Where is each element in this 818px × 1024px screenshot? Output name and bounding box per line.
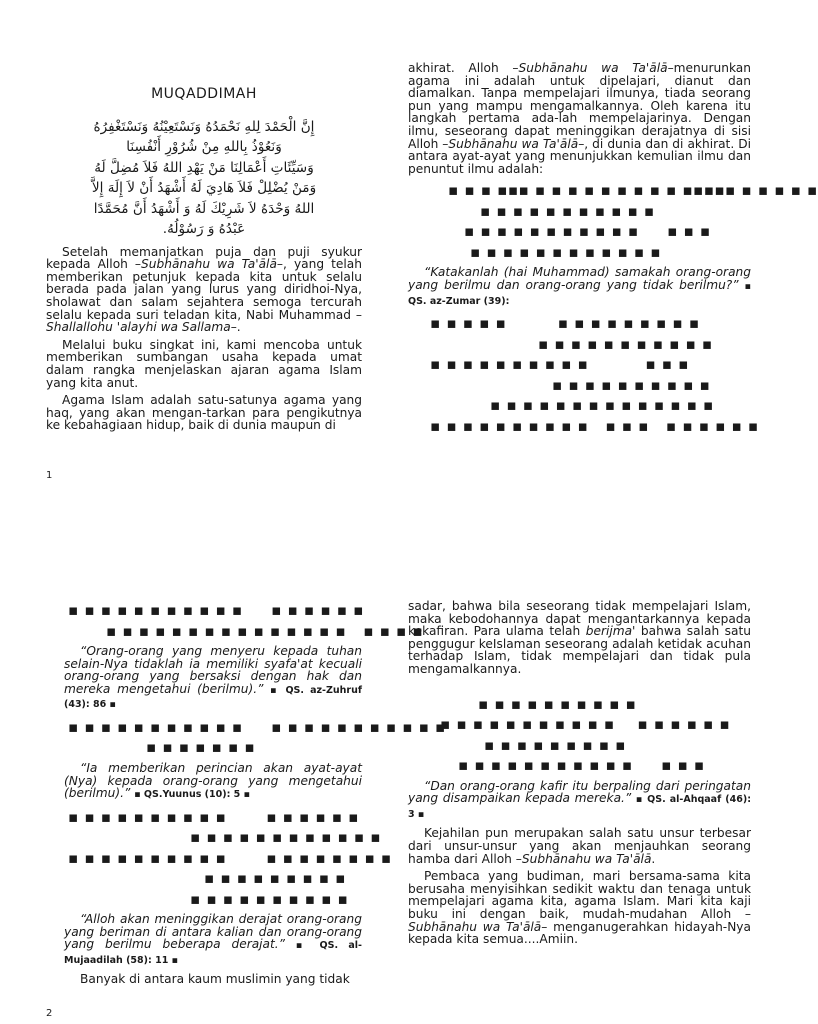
paragraph-kaum-muslimin: Banyak di antara kaum muslimin yang tidak (80, 971, 350, 986)
quote-text: “Orang-orang yang menyeru kepada tuhan selain-Nya tidaklah ia memiliki syafa'at kecuali orang-orang yang bersaksi dengan hak dan mereka mengetahui (berilmu).” (64, 644, 362, 696)
quote-zuhruf (64, 645, 362, 712)
quote-text: “Dan orang-orang kafir itu berpaling dari peringatan yang disampaikan kepada mereka.” (408, 778, 751, 806)
text-span: sadar, bahwa bila seseorang tidak mempelajari Islam, maka kebodohannya dapat mengantarkannya kepada kekafiran. Para ulama telah (408, 599, 751, 639)
paragraph-pembaca (408, 870, 751, 946)
text-span: akhirat. Alloh – (408, 61, 519, 75)
page-title: MUQADDIMAH (151, 86, 257, 102)
quote-text: “Alloh akan meninggikan derajat orang-orang yang beriman di antara kalian dan orang-orang yang berilmu beberapa derajat.” (64, 912, 362, 952)
opening-arabic (46, 117, 362, 240)
arabic-verse-placeholder: ▪ ▪ ▪ ▪ ▪ ▪ ▪ ▪ ▪ ▪ ▪ ▪ ▪ ▪ ▪ ▪ ▪ ▪ ▪ ▪ ▪ ▪ ▪ ▪ ▪ ▪ ▪ ▪ ▪ ▪ ▪ ▪ ▪ ▪ ▪ ▪ ▪ ▪ ▪ ▪ ▪ ▪ ▪ ▪ ▪ ▪ ▪ ▪ ▪ ▪ ▪ ▪ ▪ ▪ ▪ ▪ ▪ ▪ ▪ ▪ ▪ ▪ ▪ ▪ ▪ (68, 807, 392, 908)
arabic-verse-placeholder: ▪ ▪ ▪ ▪ ▪ ▪ ▪ ▪ ▪ ▪ ▪ ▪ ▪ ▪ ▪ ▪ ▪ ▪ ▪ ▪ ▪ ▪ ▪ ▪ ▪ ▪ ▪ ▪ ▪ ▪ ▪ ▪ ▪ ▪ ▪ ▪ ▪ ▪ ▪ ▪ ▪ ▪ ▪ ▪ ▪ ▪ ▪ ▪ ▪ ▪ (440, 694, 731, 775)
text-span: Pembaca yang budiman, mari bersama-sama kita berusaha menyisihkan sedikit waktu dan tenaga untuk mempelajari agama kita, agama Islam. Mari kita kaji buku ini dengan baik, mudah-mudahan Alloh – (408, 869, 751, 921)
arabic-line: وَنَعُوْذُ بِاللهِ مِنْ شُرُوْرِ أَنْفُسِنَا (126, 139, 282, 156)
text-span: –. (230, 320, 241, 335)
arabic-line: إِنَّ الْحَمْدَ لِلهِ نَحْمَدُهُ وَنَسْتَعِيْنُهُ وَنَسْتَغْفِرُهُ (93, 118, 315, 135)
text-span: Shallallohu 'alayhi wa Sallama (46, 320, 231, 335)
text-span: Setelah memanjatkan puja dan puji syukur kepada Alloh – (46, 244, 362, 272)
paragraph-kebodohan (408, 600, 751, 676)
text-span: Subhānahu wa Ta'ālā (521, 851, 652, 866)
text-span: berijma' (585, 624, 636, 639)
quote-text: “Ia memberikan perincian akan ayat-ayat (Nya) kepada orang-orang yang mengetahui (berilmu).” (64, 760, 362, 801)
arabic-line: وَمَنْ يُضْلِلْ فَلاَ هَادِيَ لَهُ أَشْهَدُ أَنْ لاَ إِلَهَ إِلاَّ (91, 180, 317, 197)
quote-reference: ▪ QS. al-Mujaadilah (58): 11 ▪ (64, 940, 362, 967)
arabic-verse-placeholder: ▪ ▪ ▪ ▪ ▪ ▪ ▪ ▪ ▪ ▪ ▪ ▪ ▪ ▪ ▪ ▪ ▪ ▪ ▪ ▪ ▪ ▪ ▪ ▪ ▪ ▪ ▪ ▪ ▪ (68, 717, 446, 757)
text-span: –, di dunia dan di akhirat. Di antara ayat-ayat yang menunjukkan kemulian ilmu dan penuntut ilmu adalah: (408, 136, 751, 176)
text-span: bahwa salah satu penggugur keIslaman seseorang adalah ketidak acuhan terhadap Islam, tidak mempelajari dan tidak pula mengamalkannya. (408, 624, 751, 676)
quote-reference: ▪ QS.Yuunus (10): 5 ▪ (134, 789, 251, 801)
quote-ahqaaf (408, 780, 751, 822)
quote-yunus (64, 762, 362, 802)
text-span: Kejahilan pun merupakan salah satu unsur terbesar dari unsur-unsur yang akan menjauhkan seorang hamba dari Alloh – (408, 826, 751, 866)
arabic-line: اللهُ وَحْدَهُ لاَ شَرِيْكَ لَهُ وَ أَشْهَدُ أَنَّ مُحَمَّدًا (93, 200, 315, 217)
quote-reference: ▪ QS. al-Ahqaaf (46): 3 ▪ (408, 794, 751, 820)
paragraph-praise (46, 246, 362, 334)
page1-left-column (46, 88, 362, 437)
arabic-line: عَبْدُهُ وَ رَسُوْلُهُ. (162, 221, 246, 238)
page2-right-column (408, 600, 751, 951)
text-span: . (651, 851, 656, 866)
page1-right-column (408, 61, 818, 436)
quote-reference: ▪ QS. az-Zumar (39): (408, 280, 752, 307)
paragraph-akhirat (408, 62, 751, 175)
paragraph-purpose: Melalui buku singkat ini, kami mencoba untuk memberikan sumbangan usaha kepada umat dalam rangka menjelaskan ajaran agama Islam yang kita anut. (46, 337, 362, 390)
text-span: –, yang telah memberikan petunjuk kepada kita untuk selalu berada pada jalan yang lurus yang diridhoi-Nya, sholawat dan salam sejahtera semoga tercurah selalu kepada suri teladan kita, Nabi Muhammad – (46, 257, 362, 322)
arabic-verse-placeholder: ▪ ▪ ▪ ▪ ▪ ▪ ▪ ▪ ▪ ▪ ▪ ▪ ▪ ▪ ▪ ▪ ▪ ▪ ▪ ▪ ▪ ▪ ▪ ▪ ▪ ▪ ▪ ▪ ▪ ▪ ▪ ▪ ▪ ▪ ▪ ▪ (68, 601, 424, 640)
text-span: –menurunkan agama ini adalah untuk dipelajari, dianut dan diamalkan. Tanpa mempelajari ilmunya, tiada seorang pun yang mampu mengamalkannya. Oleh karena itu langkah pertama ada-lah mempelajarinya. Dengan ilmu, seseorang dapat meninggikan derajatnya di sisi Alloh – (408, 61, 751, 151)
text-span: Subhānahu wa Ta'ālā (408, 919, 542, 934)
arabic-verse-placeholder: ▪ ▪ ▪ ▪▪▪ ▪ ▪ ▪ ▪ ▪ ▪ ▪ ▪ ▪ ▪▪▪▪▪ ▪ ▪ ▪ ▪ ▪ ▪ ▪ ▪ ▪ ▪ ▪ ▪ ▪ ▪ ▪ ▪ ▪ ▪ ▪ ▪ ▪ ▪ ▪ ▪ ▪ ▪ ▪ ▪ ▪ ▪ ▪ ▪ ▪ ▪ ▪ ▪ ▪ ▪ ▪ ▪ ▪ ▪ (448, 181, 818, 261)
page-number: 1 (46, 470, 53, 481)
page-number: 2 (46, 1008, 53, 1019)
page2-left-column (64, 600, 446, 990)
text-span: Subhānahu wa Ta'ālā (141, 257, 277, 272)
quote-text: “Katakanlah (hai Muhammad) samakah orang-orang yang berilmu dan orang-orang yang tidak berilmu?” (408, 265, 751, 292)
paragraph-kejahilan (408, 827, 751, 865)
quote-zumar (408, 266, 751, 308)
quote-mujaadilah (64, 913, 362, 967)
arabic-verse-placeholder: ▪ ▪ ▪ ▪ ▪ ▪ ▪ ▪ ▪ ▪ ▪ ▪ ▪ ▪ ▪ ▪ ▪ ▪ ▪ ▪ ▪ ▪ ▪ ▪ ▪ ▪ ▪ ▪ ▪ ▪ ▪ ▪ ▪ ▪ ▪ ▪ ▪ ▪ ▪ ▪ ▪ ▪ ▪ ▪ ▪ ▪ ▪ ▪ ▪ ▪ ▪ ▪ ▪ ▪ ▪ ▪ ▪ ▪ ▪ ▪ ▪ ▪ ▪ ▪ ▪ ▪ ▪ ▪ ▪ ▪ ▪ ▪ ▪ ▪ ▪ ▪ ▪ ▪ ▪ ▪ ▪ (430, 314, 759, 435)
arabic-line: وَسَيِّئَاتِ أَعْمَالِنَا مَنْ يَهْدِ اللهُ فَلاَ مُضِلَّ لَهُ (94, 159, 314, 176)
quote-reference: ▪ QS. az-Zuhruf (43): 86 ▪ (64, 684, 362, 711)
text-span: Subhānahu wa Ta'ālā (518, 61, 668, 75)
paragraph-islam: Agama Islam adalah satu-satunya agama yang haq, yang akan mengan-tarkan para pengikutnya ke kebahagiaan hidup, baik di dunia maupun di (46, 393, 362, 433)
text-span: Subhānahu wa Ta'ālā (448, 136, 579, 151)
text-span: – menganugerahkan hidayah-Nya kepada kita semua....Amiin. (408, 919, 751, 947)
